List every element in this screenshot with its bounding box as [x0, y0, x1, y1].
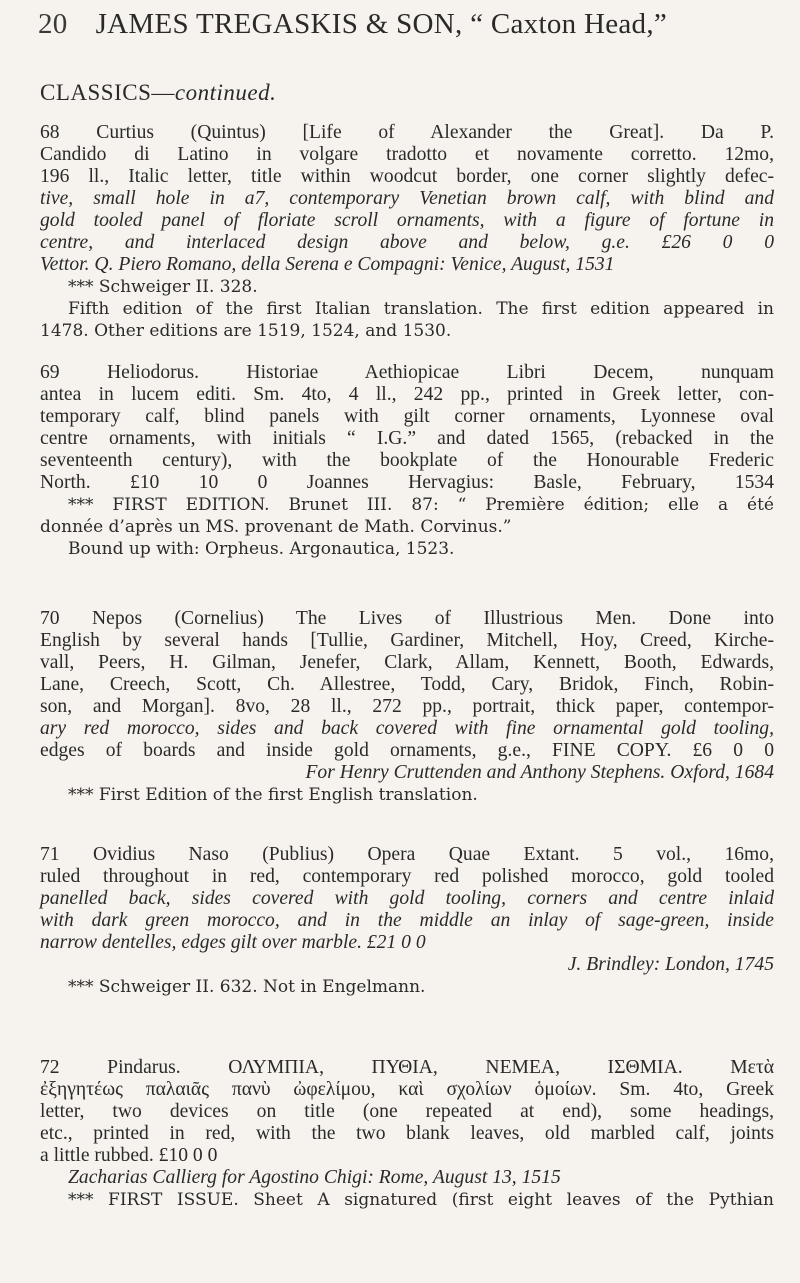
entry-line: English by several hands [Tullie, Gardiner, Mitchell, Hoy, Creed, Kirche-	[40, 630, 774, 651]
entry-line: centre, and interlaced design above and below, g.e. £26 0 0	[40, 232, 774, 253]
section-label: CLASSICS—	[40, 80, 175, 105]
entry-line: North. £10 10 0 Joannes Hervagius: Basle, February, 1534	[40, 472, 774, 493]
entry-line: 69 Heliodorus. Historiae Aethiopicae Libri Decem, nunquam	[40, 362, 774, 383]
section-continued: continued.	[174, 80, 277, 105]
page-number: 20	[38, 8, 68, 40]
entry-note: donnée d’après un MS. provenant de Math. Corvinus.”	[40, 517, 512, 537]
entry-note: Bound up with: Orpheus. Argonautica, 1523.	[68, 539, 455, 559]
catalogue-entry-70	[40, 608, 774, 806]
entry-note: 1478. Other editions are 1519, 1524, and 1530.	[40, 321, 452, 341]
entry-line: vall, Peers, H. Gilman, Jenefer, Clark, Allam, Kennett, Booth, Edwards,	[40, 652, 774, 673]
entry-line: gold tooled panel of floriate scroll ornaments, with a figure of fortune in	[40, 210, 774, 231]
imprint-line: Zacharias Callierg for Agostino Chigi: Rome, August 13, 1515	[68, 1167, 561, 1188]
entry-line: letter, two devices on title (one repeated at end), some headings,	[40, 1101, 774, 1122]
imprint-line: J. Brindley: London, 1745	[567, 954, 774, 975]
catalogue-entry-72	[40, 1057, 774, 1211]
entry-line: ary red morocco, sides and back covered with fine ornamental gold tooling,	[40, 718, 774, 739]
entry-note: *** Schweiger II. 632. Not in Engelmann.	[68, 977, 426, 997]
entry-line: Lane, Creech, Scott, Ch. Allestree, Todd, Cary, Bridok, Finch, Robin-	[40, 674, 774, 695]
entry-line: temporary calf, blind panels with gilt corner ornaments, Lyonnese oval	[40, 406, 774, 427]
header-title: JAMES TREGASKIS & SON, “ Caxton Head,”	[95, 8, 668, 40]
entry-note: *** FIRST ISSUE. Sheet A signatured (first eight leaves of the Pythian	[68, 1190, 774, 1210]
entry-note: *** FIRST EDITION. Brunet III. 87: “ Première édition; elle a été	[68, 495, 774, 515]
entry-line: a little rubbed. £10 0 0	[40, 1145, 218, 1166]
entry-line: Candido di Latino in volgare tradotto et novamente corretto. 12mo,	[40, 144, 774, 165]
imprint-line: For Henry Cruttenden and Anthony Stephens. Oxford, 1684	[305, 762, 774, 783]
entry-line: etc., printed in red, with the two blank leaves, old marbled calf, joints	[40, 1123, 774, 1144]
entry-note: Fifth edition of the first Italian translation. The first edition appeared in	[68, 299, 774, 319]
entry-line: ruled throughout in red, contemporary red polished morocco, gold tooled	[40, 866, 774, 887]
entry-line: son, and Morgan]. 8vo, 28 ll., 272 pp., portrait, thick paper, contempor-	[40, 696, 774, 717]
catalogue-entry-69	[40, 362, 774, 560]
entry-note: *** Schweiger II. 328.	[68, 277, 258, 297]
entry-line: 68 Curtius (Quintus) [Life of Alexander the Great]. Da P.	[40, 122, 774, 143]
entry-line: 71 Ovidius Naso (Publius) Opera Quae Extant. 5 vol., 16mo,	[40, 844, 774, 865]
entry-line: narrow dentelles, edges gilt over marble. £21 0 0	[40, 932, 426, 953]
entry-line: edges of boards and inside gold ornaments, g.e., FINE COPY. £6 0 0	[40, 740, 774, 761]
catalogue-entry-68	[40, 122, 774, 342]
entry-line: panelled back, sides covered with gold tooling, corners and centre inlaid	[40, 888, 774, 909]
entry-line: 196 ll., Italic letter, title within woodcut border, one corner slightly defec-	[40, 166, 774, 187]
entry-line: ἐξηγητέως παλαιᾶς πανὺ ὠφελίμου, καὶ σχολίων ὁμοίων. Sm. 4to, Greek	[40, 1079, 774, 1100]
running-header	[38, 8, 778, 58]
entry-line: 70 Nepos (Cornelius) The Lives of Illustrious Men. Done into	[40, 608, 774, 629]
entry-line: 72 Pindarus. ΟΛΥΜΠΙΑ, ΠΥΘΙΑ, ΝΕΜΕΑ, ΙΣΘΜΙΑ. Μετὰ	[40, 1057, 774, 1078]
section-heading	[40, 80, 276, 106]
entry-line: with dark green morocco, and in the middle an inlay of sage-green, inside	[40, 910, 774, 931]
imprint-line: Vettor. Q. Piero Romano, della Serena e Compagni: Venice, August, 1531	[40, 254, 615, 275]
entry-line: tive, small hole in a7, contemporary Venetian brown calf, with blind and	[40, 188, 774, 209]
catalogue-entry-71	[40, 844, 774, 998]
entry-line: centre ornaments, with initials “ I.G.” and dated 1565, (rebacked in the	[40, 428, 774, 449]
entry-line: seventeenth century), with the bookplate of the Honourable Frederic	[40, 450, 774, 471]
entry-note: *** First Edition of the first English translation.	[68, 785, 478, 805]
entry-line: antea in lucem editi. Sm. 4to, 4 ll., 242 pp., printed in Greek letter, con-	[40, 384, 774, 405]
